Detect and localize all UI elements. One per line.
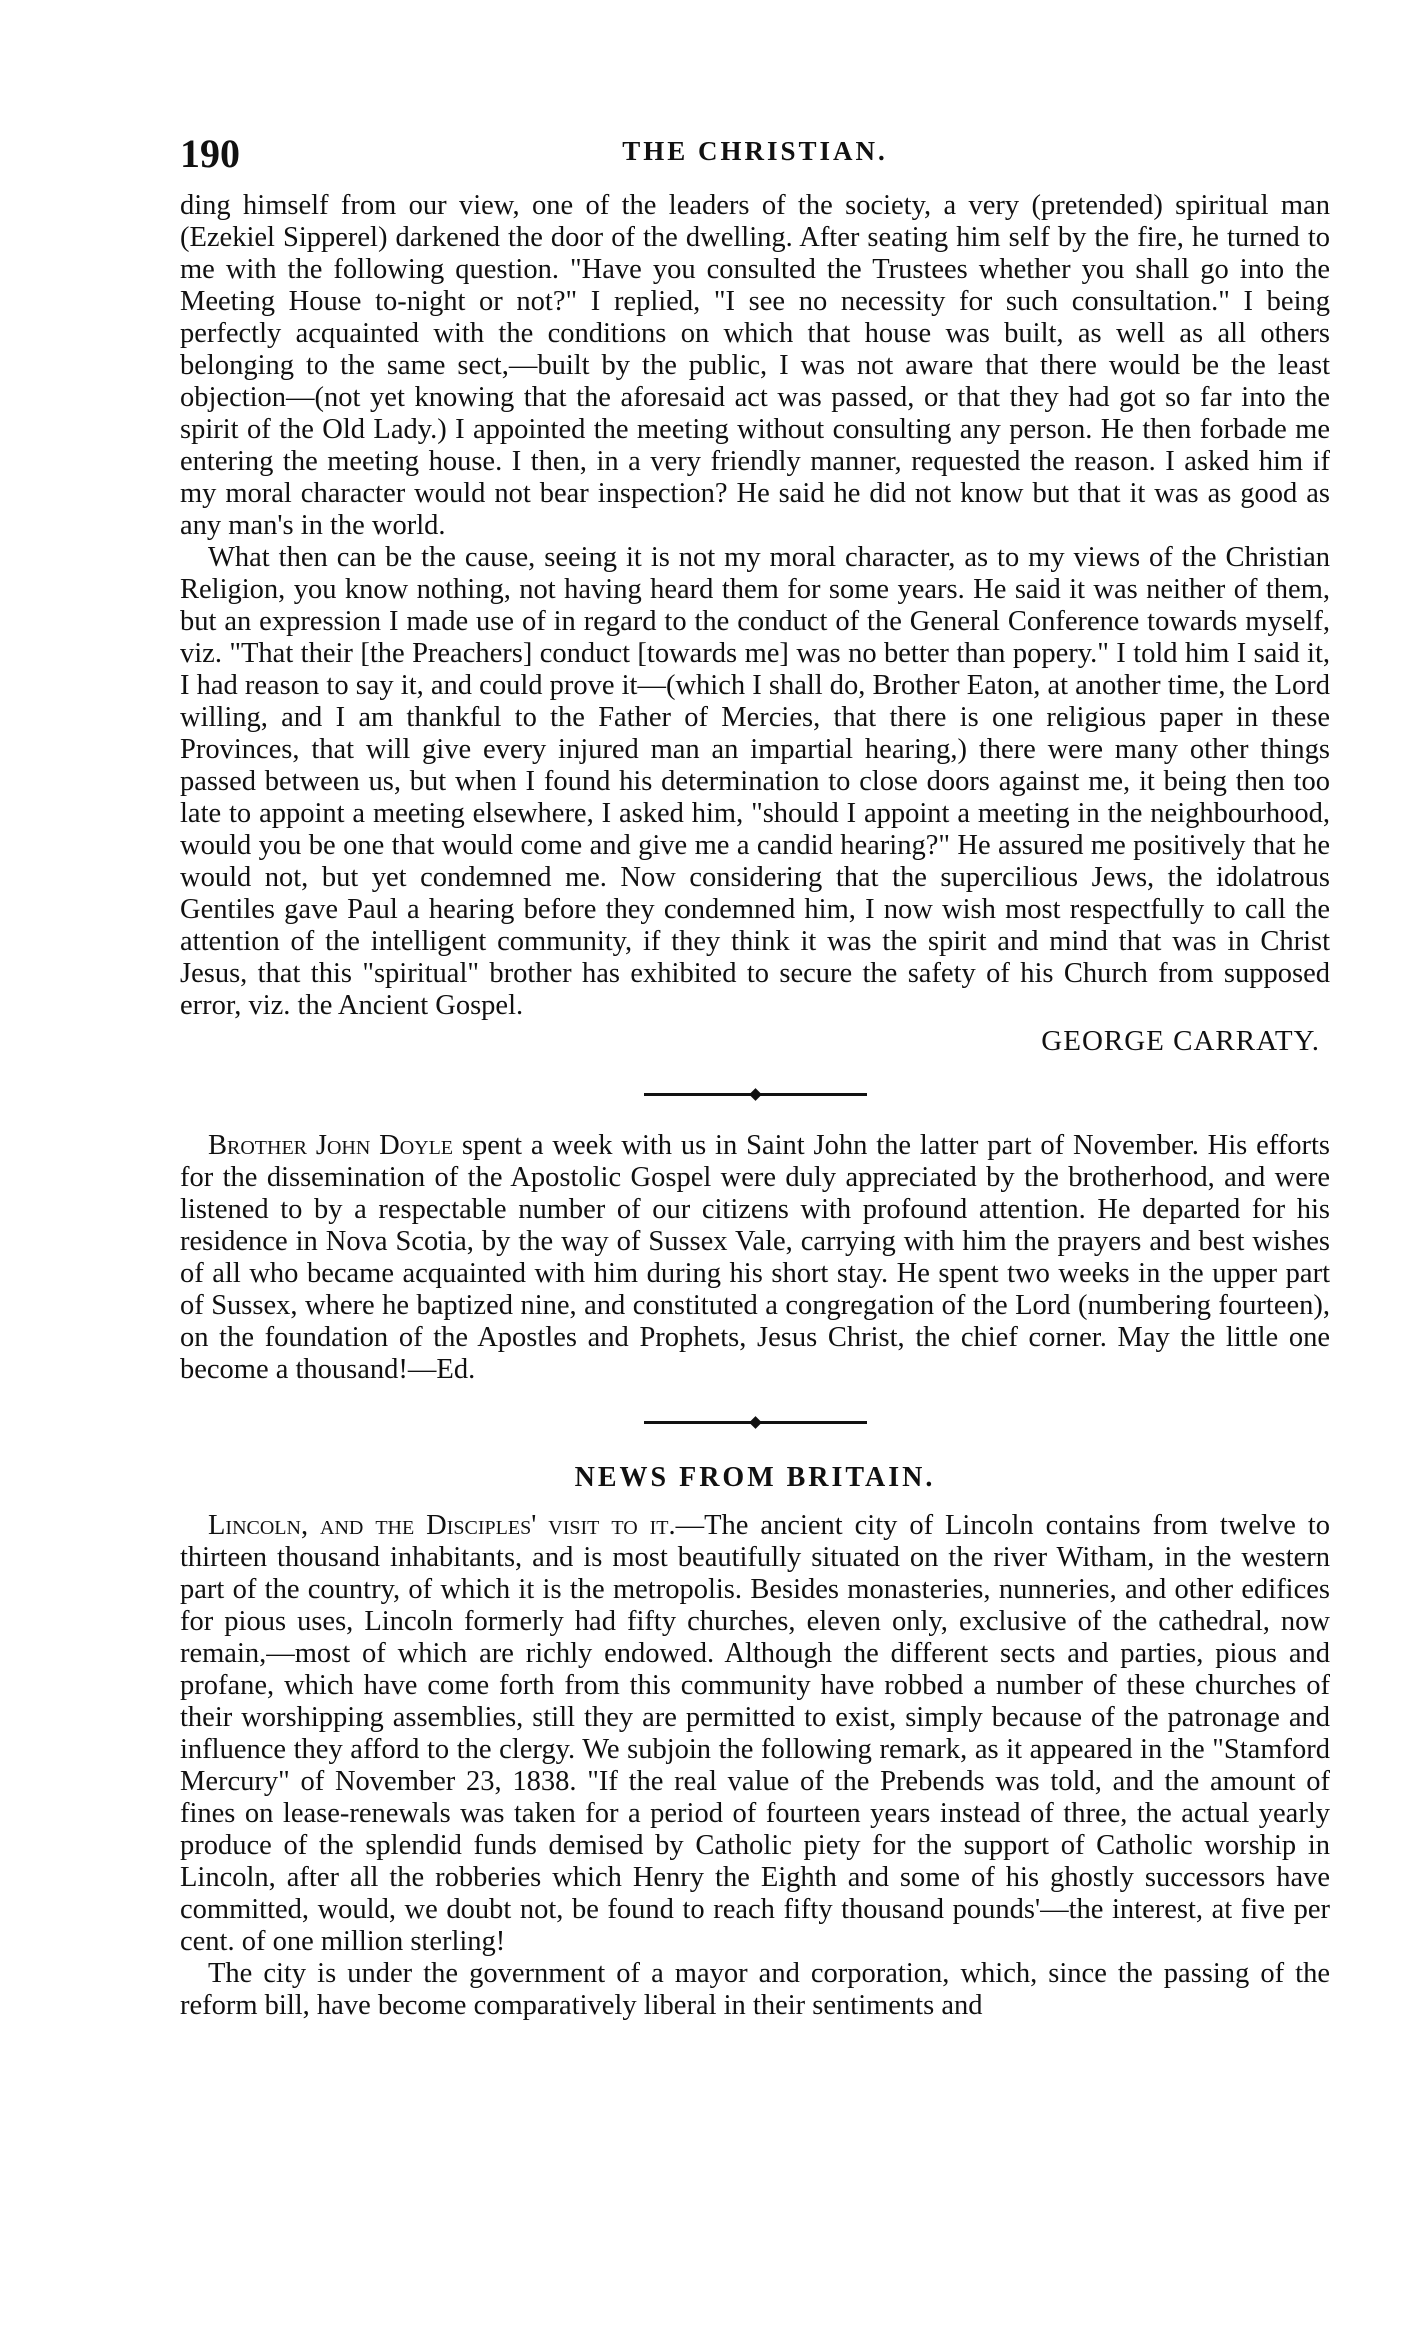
letter-paragraph-1: ding himself from our view, one of the leaders of the society, a very (pretended) spiritual man (Ezekiel Sipperel) darkened the door of the dwelling. After seating him self by the fire, he turned to me with the following question. "Have you consulted the Trustees whether you shall go into the Meeting House to-night or not?" I replied, "I see no necessity for such consultation." I being perfectly acquainted with the conditions on which that house was built, as well as all others belonging to the same sect,—built by the public, I was not aware that there would be the least objection—(not yet knowing that the aforesaid act was passed, or that they had got so far into the spirit of the Old Lady.) I appointed the meeting without consulting any person. He then forbade me entering the meeting house. I then, in a very friendly manner, requested the reason. I asked him if my moral character would not bear inspection? He said he did not know but that it was as good as any man's in the world. bbox=[180, 190, 1330, 541]
news-lead: Lincoln, and the Disciples' visit to it. bbox=[208, 1510, 676, 1541]
letter-signature: GEORGE CARRATY. bbox=[1041, 1025, 1320, 1057]
notice-body: spent a week with us in Saint John the latter part of November. His efforts for the dissemination of the Apostolic Gospel were duly appreciated by the brotherhood, and were listened to by a respectable number of our citizens with profound attention. He departed for his residence in Nova Scotia, by the way of Sussex Vale, carrying with him the prayers and best wishes of all who became acquainted with him during his short stay. He spent two weeks in the upper part of Sussex, where he baptized nine, and constituted a congregation of the Lord (numbering fourteen), on the foundation of the Apostles and Prophets, Jesus Christ, the chief corner. May the little one become a thousand!—Ed. bbox=[180, 1130, 1330, 1385]
divider-rule-left bbox=[644, 1421, 754, 1424]
section-divider bbox=[180, 1064, 1330, 1124]
page-number: 190 bbox=[180, 131, 240, 176]
notice-paragraph bbox=[180, 1130, 1330, 1386]
section-heading: NEWS FROM BRITAIN. bbox=[574, 1462, 936, 1493]
notice-lead: Brother John Doyle bbox=[208, 1130, 454, 1161]
news-paragraph-1 bbox=[180, 1510, 1330, 1958]
letter-paragraph-2: What then can be the cause, seeing it is not my moral character, as to my views of the Christian Religion, you know nothing, not having heard them for some years. He said it was neither of them, but an expression I made use of in regard to the conduct of the General Conference towards myself, viz. "That their [the Preachers] conduct [towards me] was no better than popery." I told him I said it, I had reason to say it, and could prove it—(which I shall do, Brother Eaton, at another time, the Lord willing, and I am thankful to the Father of Mercies, that there is one religious paper in these Provinces, that will give every injured man an impartial hearing,) there were many other things passed between us, but when I found his determination to close doors against me, it being then too late to appoint a meeting elsewhere, I asked him, "should I appoint a meeting in the neighbourhood, would you be one that would come and give me a candid hearing?" He assured me positively that he would not, but yet condemned me. Now considering that the supercilious Jews, the idolatrous Gentiles gave Paul a hearing before they condemned him, I now wish most respectfully to call the attention of the intelligent community, if they think it was the spirit and mind that was in Christ Jesus, that this "spiritual" brother has exhibited to secure the safety of his Church from supposed error, viz. the Ancient Gospel. bbox=[180, 542, 1330, 1021]
editor-notice bbox=[180, 1130, 1330, 1386]
letter-article bbox=[180, 190, 1330, 1058]
section-divider bbox=[180, 1392, 1330, 1452]
running-head bbox=[180, 130, 1330, 190]
news-paragraph-2: The city is under the government of a mayor and corporation, which, since the passing of the reform bill, have become comparatively liberal in their sentiments and bbox=[180, 1958, 1330, 2021]
journal-title: THE CHRISTIAN. bbox=[622, 136, 888, 166]
divider-rule-left bbox=[644, 1093, 754, 1096]
news-paragraph-1-body: —The ancient city of Lincoln contains from twelve to thirteen thousand inhabitants, and is most beautifully situated on the river Witham, in the western part of the country, of which it is the metropolis. Besides monasteries, nunneries, and other edifices for pious uses, Lincoln formerly had fifty churches, eleven only, exclusive of the cathedral, now remain,—most of which are richly endowed. Although the different sects and parties, pious and profane, which have come forth from this community have robbed a number of these churches of their worshipping assemblies, still they are permitted to exist, simply because of the patronage and influence they afford to the clergy. We subjoin the following remark, as it appeared in the "Stamford Mercury" of November 23, 1838. "If the real value of the Prebends was told, and the amount of fines on lease-renewals was taken for a period of fourteen years instead of three, the actual yearly produce of the splendid funds demised by Catholic piety for the support of Catholic worship in Lincoln, after all the robberies which Henry the Eighth and some of his ghostly successors have committed, would, we doubt not, be found to reach fifty thousand pounds'—the interest, at five per cent. of one million sterling! bbox=[180, 1510, 1331, 1957]
divider-rule-right bbox=[757, 1093, 867, 1096]
divider-ornament bbox=[749, 1088, 762, 1101]
news-section bbox=[180, 1458, 1330, 2022]
divider-ornament bbox=[749, 1416, 762, 1429]
document-page bbox=[180, 130, 1330, 2022]
divider-rule-right bbox=[757, 1421, 867, 1424]
